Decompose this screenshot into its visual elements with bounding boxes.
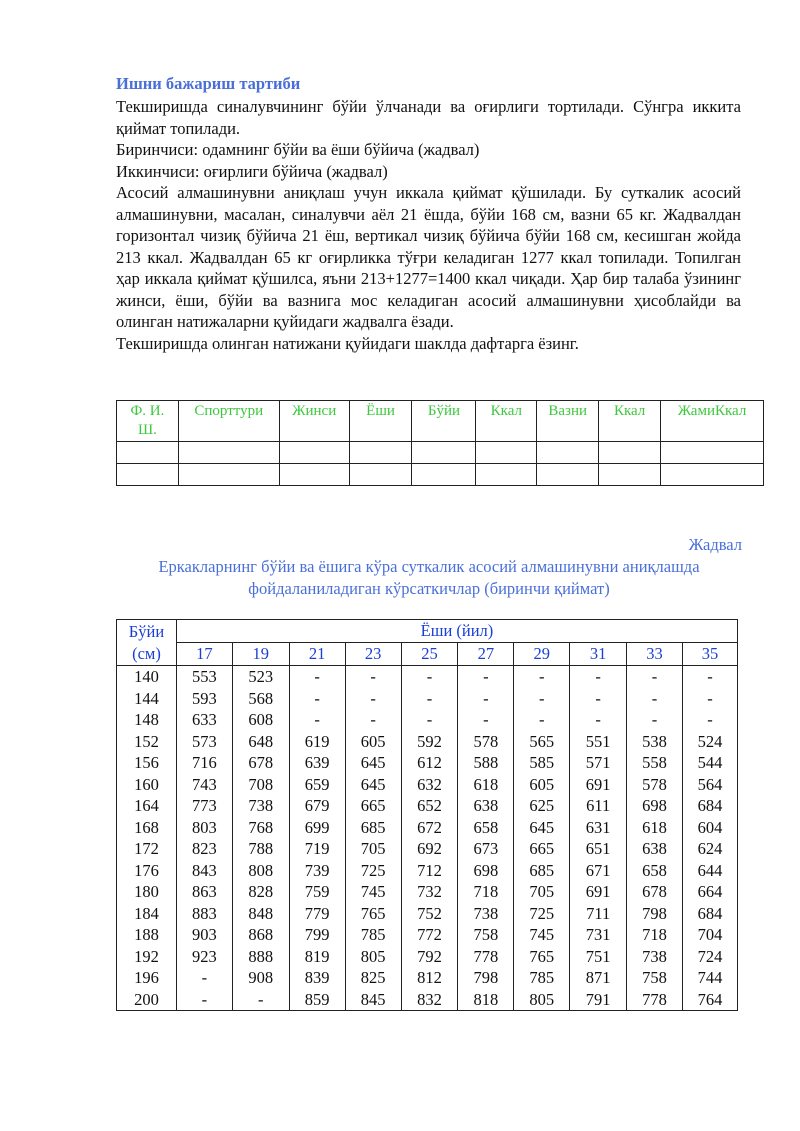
value-cell: 611 (570, 795, 627, 817)
value-cell: 759 (289, 881, 345, 903)
empty-cell[interactable] (178, 464, 279, 486)
height-cell: 140 (117, 666, 177, 688)
value-cell: 745 (514, 924, 570, 946)
metabolism-header-row (117, 620, 738, 643)
value-cell: 578 (458, 731, 514, 753)
value-cell: 684 (682, 795, 737, 817)
value-cell: 745 (345, 881, 401, 903)
height-cell: 196 (117, 967, 177, 989)
value-cell: - (570, 709, 627, 731)
value-cell: 888 (232, 946, 289, 968)
empty-cell[interactable] (117, 464, 179, 486)
value-cell: 792 (401, 946, 458, 968)
age-header-cell: 29 (514, 643, 570, 666)
empty-cell[interactable] (349, 464, 412, 486)
value-cell: 785 (514, 967, 570, 989)
age-header-cell: 27 (458, 643, 514, 666)
value-cell: 652 (401, 795, 458, 817)
value-cell: 658 (627, 860, 683, 882)
value-cell: 859 (289, 989, 345, 1011)
record-header-cell: Ккал (476, 401, 537, 442)
value-cell: - (401, 709, 458, 731)
value-cell: 779 (289, 903, 345, 925)
value-cell: 798 (627, 903, 683, 925)
table-row (117, 881, 738, 903)
age-header-cell: 31 (570, 643, 627, 666)
value-cell: 764 (682, 989, 737, 1011)
value-cell: - (682, 666, 737, 688)
record-header-cell: Жинси (279, 401, 349, 442)
height-cell: 164 (117, 795, 177, 817)
empty-cell[interactable] (279, 442, 349, 464)
value-cell: 708 (232, 774, 289, 796)
value-cell: 839 (289, 967, 345, 989)
value-cell: 711 (570, 903, 627, 925)
value-cell: 691 (570, 881, 627, 903)
empty-cell[interactable] (476, 442, 537, 464)
value-cell: - (514, 666, 570, 688)
value-cell: 685 (514, 860, 570, 882)
height-cell: 152 (117, 731, 177, 753)
value-cell: - (232, 989, 289, 1011)
table-row (117, 946, 738, 968)
value-cell: 619 (289, 731, 345, 753)
empty-cell[interactable] (537, 464, 599, 486)
paragraph-second-value: Иккинчиси: оғирлиги бўйича (жадвал) (116, 161, 388, 181)
record-table (116, 400, 764, 486)
value-cell: 632 (401, 774, 458, 796)
value-cell: 673 (458, 838, 514, 860)
value-cell: 739 (289, 860, 345, 882)
value-cell: 803 (176, 817, 232, 839)
value-cell: 665 (345, 795, 401, 817)
value-cell: 738 (232, 795, 289, 817)
value-cell: 908 (232, 967, 289, 989)
paragraph-record: Текширишда олинган натижани қуйидаги шаклда дафтарга ёзинг. (116, 333, 579, 353)
value-cell: 565 (514, 731, 570, 753)
value-cell: 724 (682, 946, 737, 968)
value-cell: 868 (232, 924, 289, 946)
value-cell: - (627, 709, 683, 731)
record-header-cell: Вазни (537, 401, 599, 442)
value-cell: 612 (401, 752, 458, 774)
table-row (117, 838, 738, 860)
age-header-cell: 33 (627, 643, 683, 666)
value-cell: 618 (627, 817, 683, 839)
value-cell: 551 (570, 731, 627, 753)
section-heading: Ишни бажариш тартиби (116, 74, 301, 93)
value-cell: - (289, 688, 345, 710)
value-cell: 631 (570, 817, 627, 839)
value-cell: - (345, 688, 401, 710)
value-cell: 798 (458, 967, 514, 989)
height-cell: 160 (117, 774, 177, 796)
value-cell: 685 (345, 817, 401, 839)
value-cell: 818 (458, 989, 514, 1011)
value-cell: 618 (458, 774, 514, 796)
value-cell: 903 (176, 924, 232, 946)
value-cell: 765 (345, 903, 401, 925)
paragraph-intro: Текширишда синалувчининг бўйи ўлчанади ва оғирлиги тортилади. Сўнгра иккита қиймат топилади. (116, 97, 741, 138)
value-cell: 843 (176, 860, 232, 882)
value-cell: 823 (176, 838, 232, 860)
value-cell: 738 (627, 946, 683, 968)
record-header-cell: Бўйи (412, 401, 476, 442)
table-row (117, 731, 738, 753)
value-cell: 645 (345, 752, 401, 774)
value-cell: - (176, 967, 232, 989)
value-cell: 659 (289, 774, 345, 796)
value-cell: - (289, 709, 345, 731)
value-cell: 639 (289, 752, 345, 774)
value-cell: 805 (345, 946, 401, 968)
table-row (117, 709, 738, 731)
age-header-cell: 35 (682, 643, 737, 666)
value-cell: 578 (627, 774, 683, 796)
empty-cell[interactable] (661, 442, 764, 464)
value-cell: 718 (627, 924, 683, 946)
value-cell: 725 (514, 903, 570, 925)
value-cell: - (176, 989, 232, 1011)
value-cell: 812 (401, 967, 458, 989)
height-cell: 156 (117, 752, 177, 774)
value-cell: 699 (289, 817, 345, 839)
table-row (117, 924, 738, 946)
table-caption-title: Еркакларнинг бўйи ва ёшига кўра суткалик асосий алмашинувни аниқлашда фойдаланиладиган кўрсаткичлар (биринчи қиймат) (158, 557, 700, 598)
value-cell: - (514, 688, 570, 710)
value-cell: - (345, 666, 401, 688)
value-cell: 684 (682, 903, 737, 925)
value-cell: 832 (401, 989, 458, 1011)
record-header-cell: Ф. И. Ш. (117, 401, 179, 442)
value-cell: 788 (232, 838, 289, 860)
value-cell: 698 (458, 860, 514, 882)
value-cell: 758 (627, 967, 683, 989)
value-cell: 705 (514, 881, 570, 903)
value-cell: 648 (232, 731, 289, 753)
value-cell: 633 (176, 709, 232, 731)
table-caption-label: Жадвал (688, 535, 742, 554)
value-cell: 825 (345, 967, 401, 989)
paragraph-first-value: Биринчиси: одамнинг бўйи ва ёши бўйича (жадвал) (116, 140, 480, 159)
value-cell: 585 (514, 752, 570, 774)
value-cell: 664 (682, 881, 737, 903)
value-cell: 819 (289, 946, 345, 968)
value-cell: 732 (401, 881, 458, 903)
record-table-empty-row (117, 464, 764, 486)
empty-cell[interactable] (349, 442, 412, 464)
value-cell: 778 (627, 989, 683, 1011)
value-cell: 588 (458, 752, 514, 774)
empty-cell[interactable] (599, 442, 661, 464)
value-cell: 744 (682, 967, 737, 989)
value-cell: 799 (289, 924, 345, 946)
value-cell: - (458, 709, 514, 731)
empty-cell[interactable] (412, 442, 476, 464)
value-cell: - (627, 666, 683, 688)
value-cell: 752 (401, 903, 458, 925)
age-header-cell: 17 (176, 643, 232, 666)
table-row (117, 795, 738, 817)
empty-cell[interactable] (599, 464, 661, 486)
value-cell: 765 (514, 946, 570, 968)
value-cell: 645 (514, 817, 570, 839)
empty-cell[interactable] (178, 442, 279, 464)
value-cell: 523 (232, 666, 289, 688)
height-cell: 180 (117, 881, 177, 903)
value-cell: - (289, 666, 345, 688)
empty-cell[interactable] (537, 442, 599, 464)
value-cell: 605 (514, 774, 570, 796)
value-cell: - (458, 666, 514, 688)
value-cell: 845 (345, 989, 401, 1011)
value-cell: 665 (514, 838, 570, 860)
value-cell: - (458, 688, 514, 710)
value-cell: - (401, 688, 458, 710)
value-cell: 743 (176, 774, 232, 796)
value-cell: 651 (570, 838, 627, 860)
value-cell: 678 (232, 752, 289, 774)
age-group-header: Ёши (йил) (176, 620, 737, 643)
empty-cell[interactable] (412, 464, 476, 486)
value-cell: - (570, 688, 627, 710)
height-cell: 172 (117, 838, 177, 860)
value-cell: 751 (570, 946, 627, 968)
value-cell: 768 (232, 817, 289, 839)
value-cell: 624 (682, 838, 737, 860)
value-cell: 608 (232, 709, 289, 731)
value-cell: 592 (401, 731, 458, 753)
instructions-section (116, 72, 741, 354)
empty-cell[interactable] (117, 442, 179, 464)
value-cell: 848 (232, 903, 289, 925)
value-cell: 698 (627, 795, 683, 817)
value-cell: 524 (682, 731, 737, 753)
value-cell: 712 (401, 860, 458, 882)
table-row (117, 860, 738, 882)
value-cell: 671 (570, 860, 627, 882)
record-header-cell: ЖамиКкал (661, 401, 764, 442)
metabolism-table-body (117, 620, 738, 1011)
age-header-cell: 21 (289, 643, 345, 666)
table-row (117, 774, 738, 796)
value-cell: 625 (514, 795, 570, 817)
value-cell: 923 (176, 946, 232, 968)
table-row (117, 817, 738, 839)
value-cell: 718 (458, 881, 514, 903)
value-cell: 544 (682, 752, 737, 774)
age-header-row (117, 643, 738, 666)
value-cell: 883 (176, 903, 232, 925)
value-cell: 678 (627, 881, 683, 903)
value-cell: - (345, 709, 401, 731)
record-header-cell: Спорттури (178, 401, 279, 442)
value-cell: 731 (570, 924, 627, 946)
value-cell: 716 (176, 752, 232, 774)
table-row (117, 903, 738, 925)
value-cell: 672 (401, 817, 458, 839)
value-cell: 679 (289, 795, 345, 817)
value-cell: 553 (176, 666, 232, 688)
record-table-empty-row (117, 442, 764, 464)
table-row (117, 989, 738, 1011)
height-cell: 144 (117, 688, 177, 710)
table-row (117, 688, 738, 710)
value-cell: 593 (176, 688, 232, 710)
value-cell: 658 (458, 817, 514, 839)
record-header-cell: Ёши (349, 401, 412, 442)
value-cell: 571 (570, 752, 627, 774)
value-cell: 638 (458, 795, 514, 817)
age-header-cell: 19 (232, 643, 289, 666)
empty-cell[interactable] (661, 464, 764, 486)
metabolism-table (116, 619, 738, 1011)
table-row (117, 752, 738, 774)
record-table-header-row (117, 401, 764, 442)
value-cell: 564 (682, 774, 737, 796)
paragraph-method: Асосий алмашинувни аниқлаш учун иккала қиймат қўшилади. Бу суткалик асосий алмашинувни, масалан, синалувчи аёл 21 ёшда, бўйи 168 см, вазни 65 кг. Жадвалдан горизонтал чизиқ бўйича 21 ёш, вертикал чизиқ бўйича бўйи 168 см, кесишган жойда 213 ккал. Жадвалдан 65 кг оғирликка тўғри келадиган 1277 ккал топилади. Топилган ҳар иккала қиймат қўшилса, яъни 213+1277=1400 ккал чиқади. Ҳар бир талаба ўзининг жинси, ёши, бўйи ва вазнига мос келадиган асосий алмашинувни ҳисоблайди ва олинган натижаларни қуйидаги жадвалга ёзади. (116, 183, 741, 331)
age-header-cell: 23 (345, 643, 401, 666)
value-cell: 692 (401, 838, 458, 860)
value-cell: 785 (345, 924, 401, 946)
empty-cell[interactable] (476, 464, 537, 486)
value-cell: 538 (627, 731, 683, 753)
value-cell: - (514, 709, 570, 731)
value-cell: - (682, 709, 737, 731)
height-cell: 176 (117, 860, 177, 882)
height-column-header: Бўйи (см) (117, 620, 177, 666)
value-cell: - (682, 688, 737, 710)
value-cell: 573 (176, 731, 232, 753)
table-row (117, 967, 738, 989)
empty-cell[interactable] (279, 464, 349, 486)
value-cell: 568 (232, 688, 289, 710)
value-cell: 773 (176, 795, 232, 817)
age-header-cell: 25 (401, 643, 458, 666)
value-cell: 772 (401, 924, 458, 946)
height-cell: 184 (117, 903, 177, 925)
value-cell: - (570, 666, 627, 688)
height-cell: 148 (117, 709, 177, 731)
value-cell: 558 (627, 752, 683, 774)
value-cell: 605 (345, 731, 401, 753)
height-cell: 192 (117, 946, 177, 968)
value-cell: 644 (682, 860, 737, 882)
value-cell: 704 (682, 924, 737, 946)
height-cell: 168 (117, 817, 177, 839)
value-cell: 691 (570, 774, 627, 796)
value-cell: 871 (570, 967, 627, 989)
value-cell: 705 (345, 838, 401, 860)
value-cell: 805 (514, 989, 570, 1011)
value-cell: - (627, 688, 683, 710)
value-cell: 791 (570, 989, 627, 1011)
value-cell: 828 (232, 881, 289, 903)
height-cell: 188 (117, 924, 177, 946)
value-cell: 738 (458, 903, 514, 925)
value-cell: 638 (627, 838, 683, 860)
value-cell: 725 (345, 860, 401, 882)
value-cell: 758 (458, 924, 514, 946)
value-cell: - (401, 666, 458, 688)
value-cell: 778 (458, 946, 514, 968)
value-cell: 863 (176, 881, 232, 903)
record-header-cell: Ккал (599, 401, 661, 442)
table-row (117, 666, 738, 688)
height-cell: 200 (117, 989, 177, 1011)
value-cell: 645 (345, 774, 401, 796)
value-cell: 719 (289, 838, 345, 860)
value-cell: 808 (232, 860, 289, 882)
value-cell: 604 (682, 817, 737, 839)
